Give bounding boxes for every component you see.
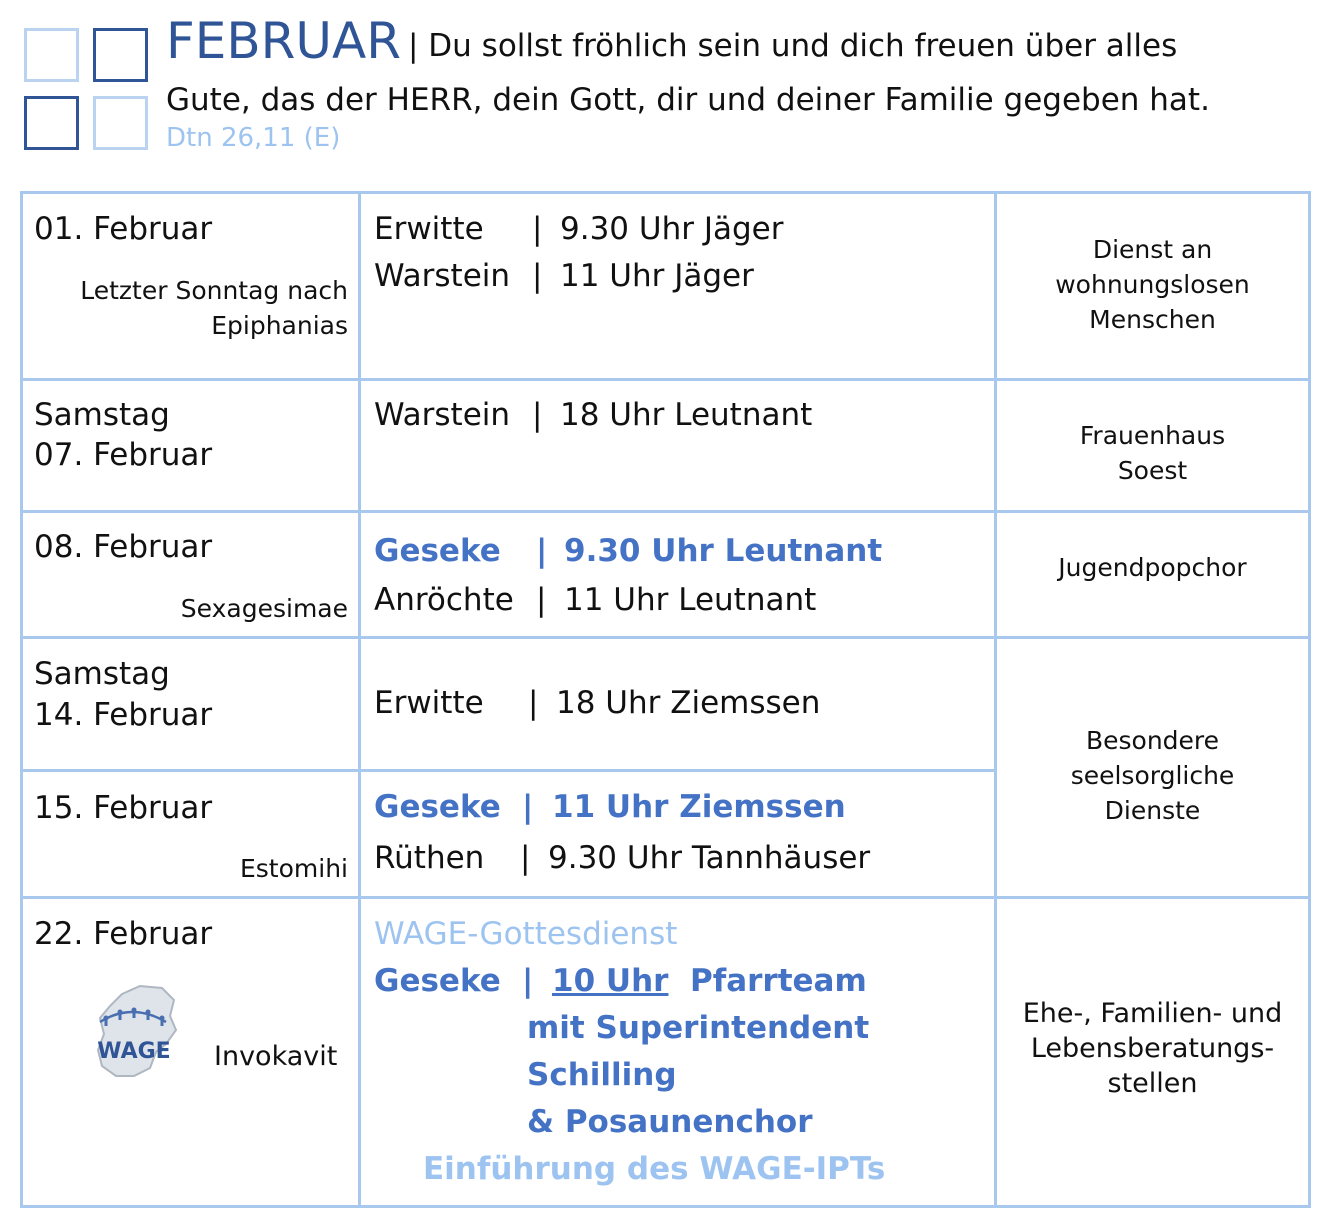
row6-service-time: 10 Uhr	[552, 963, 669, 999]
row2-collection-1: Frauenhaus	[1079, 421, 1226, 450]
row45-collection-2: seelsorgliche	[1070, 761, 1235, 790]
row3-service1-sep: |	[536, 533, 548, 569]
row6-service-line-4: & Posaunenchor	[527, 1104, 813, 1140]
row2-collection-2: Soest	[1117, 456, 1188, 485]
row6-service-line-2: mit Superintendent	[527, 1010, 870, 1046]
row-divider-2	[20, 510, 1311, 513]
row4-day: Samstag	[34, 656, 170, 692]
row3-service2-sep: |	[536, 582, 547, 618]
wage-logo	[92, 982, 178, 1080]
row1-collection-2: wohnungslosen	[1055, 270, 1250, 299]
row1-sunday-name-1: Letzter Sonntag nach	[80, 276, 348, 305]
row3-service2-info: 11 Uhr Leutnant	[564, 582, 817, 618]
row6-service-line-1: Pfarrteam	[690, 963, 867, 999]
row3-service1-place: Geseke	[374, 533, 501, 569]
row2-service1-place: Warstein	[374, 397, 511, 433]
row2-service1-sep: |	[532, 397, 543, 433]
row5-service2-sep: |	[520, 840, 531, 876]
row-divider-5	[20, 896, 1311, 899]
row6-collection-3: stellen	[1107, 1068, 1198, 1099]
page-title: FEBRUAR	[166, 12, 401, 70]
row1-service2-sep: |	[532, 258, 543, 294]
row3-sunday-name: Sexagesimae	[180, 594, 348, 623]
row45-collection-1: Besondere	[1085, 726, 1220, 755]
logo-square-bottom-right	[93, 96, 148, 150]
table-border-top	[20, 191, 1311, 194]
row3-service1-info: 9.30 Uhr Leutnant	[564, 533, 883, 569]
row1-service2-info: 11 Uhr Jäger	[560, 258, 754, 294]
row4-date: 14. Februar	[34, 697, 213, 733]
row6-service-sep: |	[522, 963, 534, 999]
row5-date: 15. Februar	[34, 790, 213, 826]
row6-collection-2: Lebensberatungs-	[1030, 1033, 1275, 1064]
table-border-bottom	[20, 1205, 1311, 1208]
row3-date: 08. Februar	[34, 529, 213, 565]
row4-service1-place: Erwitte	[374, 685, 484, 721]
row-divider-3	[20, 636, 1311, 639]
row1-collection-3: Menschen	[1089, 305, 1216, 334]
row1-collection-1: Dienst an	[1092, 235, 1213, 264]
row5-service2-info: 9.30 Uhr Tannhäuser	[548, 840, 871, 876]
wage-logo-text: WAGE	[97, 1039, 171, 1064]
row45-collection-3: Dienste	[1104, 796, 1201, 825]
row1-service2-place: Warstein	[374, 258, 511, 294]
row6-service-line-3: Schilling	[527, 1057, 677, 1093]
row2-date: 07. Februar	[34, 437, 213, 473]
table-border-left	[20, 191, 23, 1208]
logo-square-bottom-left	[24, 96, 79, 150]
verse-line-2: Gute, das der HERR, dein Gott, dir und deiner Familie gegeben hat.	[166, 82, 1210, 118]
row2-service1-info: 18 Uhr Leutnant	[560, 397, 813, 433]
row5-sunday-name: Estomihi	[239, 854, 348, 883]
row6-sunday-name: Invokavit	[214, 1041, 338, 1072]
row1-service1-info: 9.30 Uhr Jäger	[560, 211, 784, 247]
row1-sunday-name-2: Epiphanias	[211, 311, 348, 340]
row-divider-4	[20, 769, 997, 772]
logo-square-top-right	[93, 28, 148, 82]
row6-service-note: Einführung des WAGE-IPTs	[423, 1151, 886, 1187]
row-divider-1	[20, 378, 1311, 381]
row1-service1-sep: |	[532, 211, 543, 247]
row5-service1-sep: |	[522, 789, 534, 825]
row4-service1-sep: |	[528, 685, 539, 721]
row1-service1-place: Erwitte	[374, 211, 484, 247]
row5-service1-info: 11 Uhr Ziemssen	[552, 789, 846, 825]
verse-reference: Dtn 26,11 (E)	[166, 123, 341, 153]
row5-service2-place: Rüthen	[374, 840, 485, 876]
row6-date: 22. Februar	[34, 916, 213, 952]
row1-date: 01. Februar	[34, 211, 213, 247]
row6-service-title: WAGE-Gottesdienst	[374, 916, 678, 952]
row2-day: Samstag	[34, 397, 170, 433]
row3-collection-1: Jugendpopchor	[1058, 553, 1247, 582]
verse-line-1: | Du sollst fröhlich sein und dich freuen über alles	[408, 28, 1178, 64]
row6-service-place: Geseke	[374, 963, 501, 999]
row4-service1-info: 18 Uhr Ziemssen	[556, 685, 821, 721]
table-divider-1	[358, 191, 361, 1208]
row6-collection-1: Ehe-, Familien- und	[1022, 998, 1283, 1029]
row5-service1-place: Geseke	[374, 789, 501, 825]
table-border-right	[1308, 191, 1311, 1208]
logo-square-top-left	[24, 28, 79, 82]
row3-service2-place: Anröchte	[374, 582, 514, 618]
